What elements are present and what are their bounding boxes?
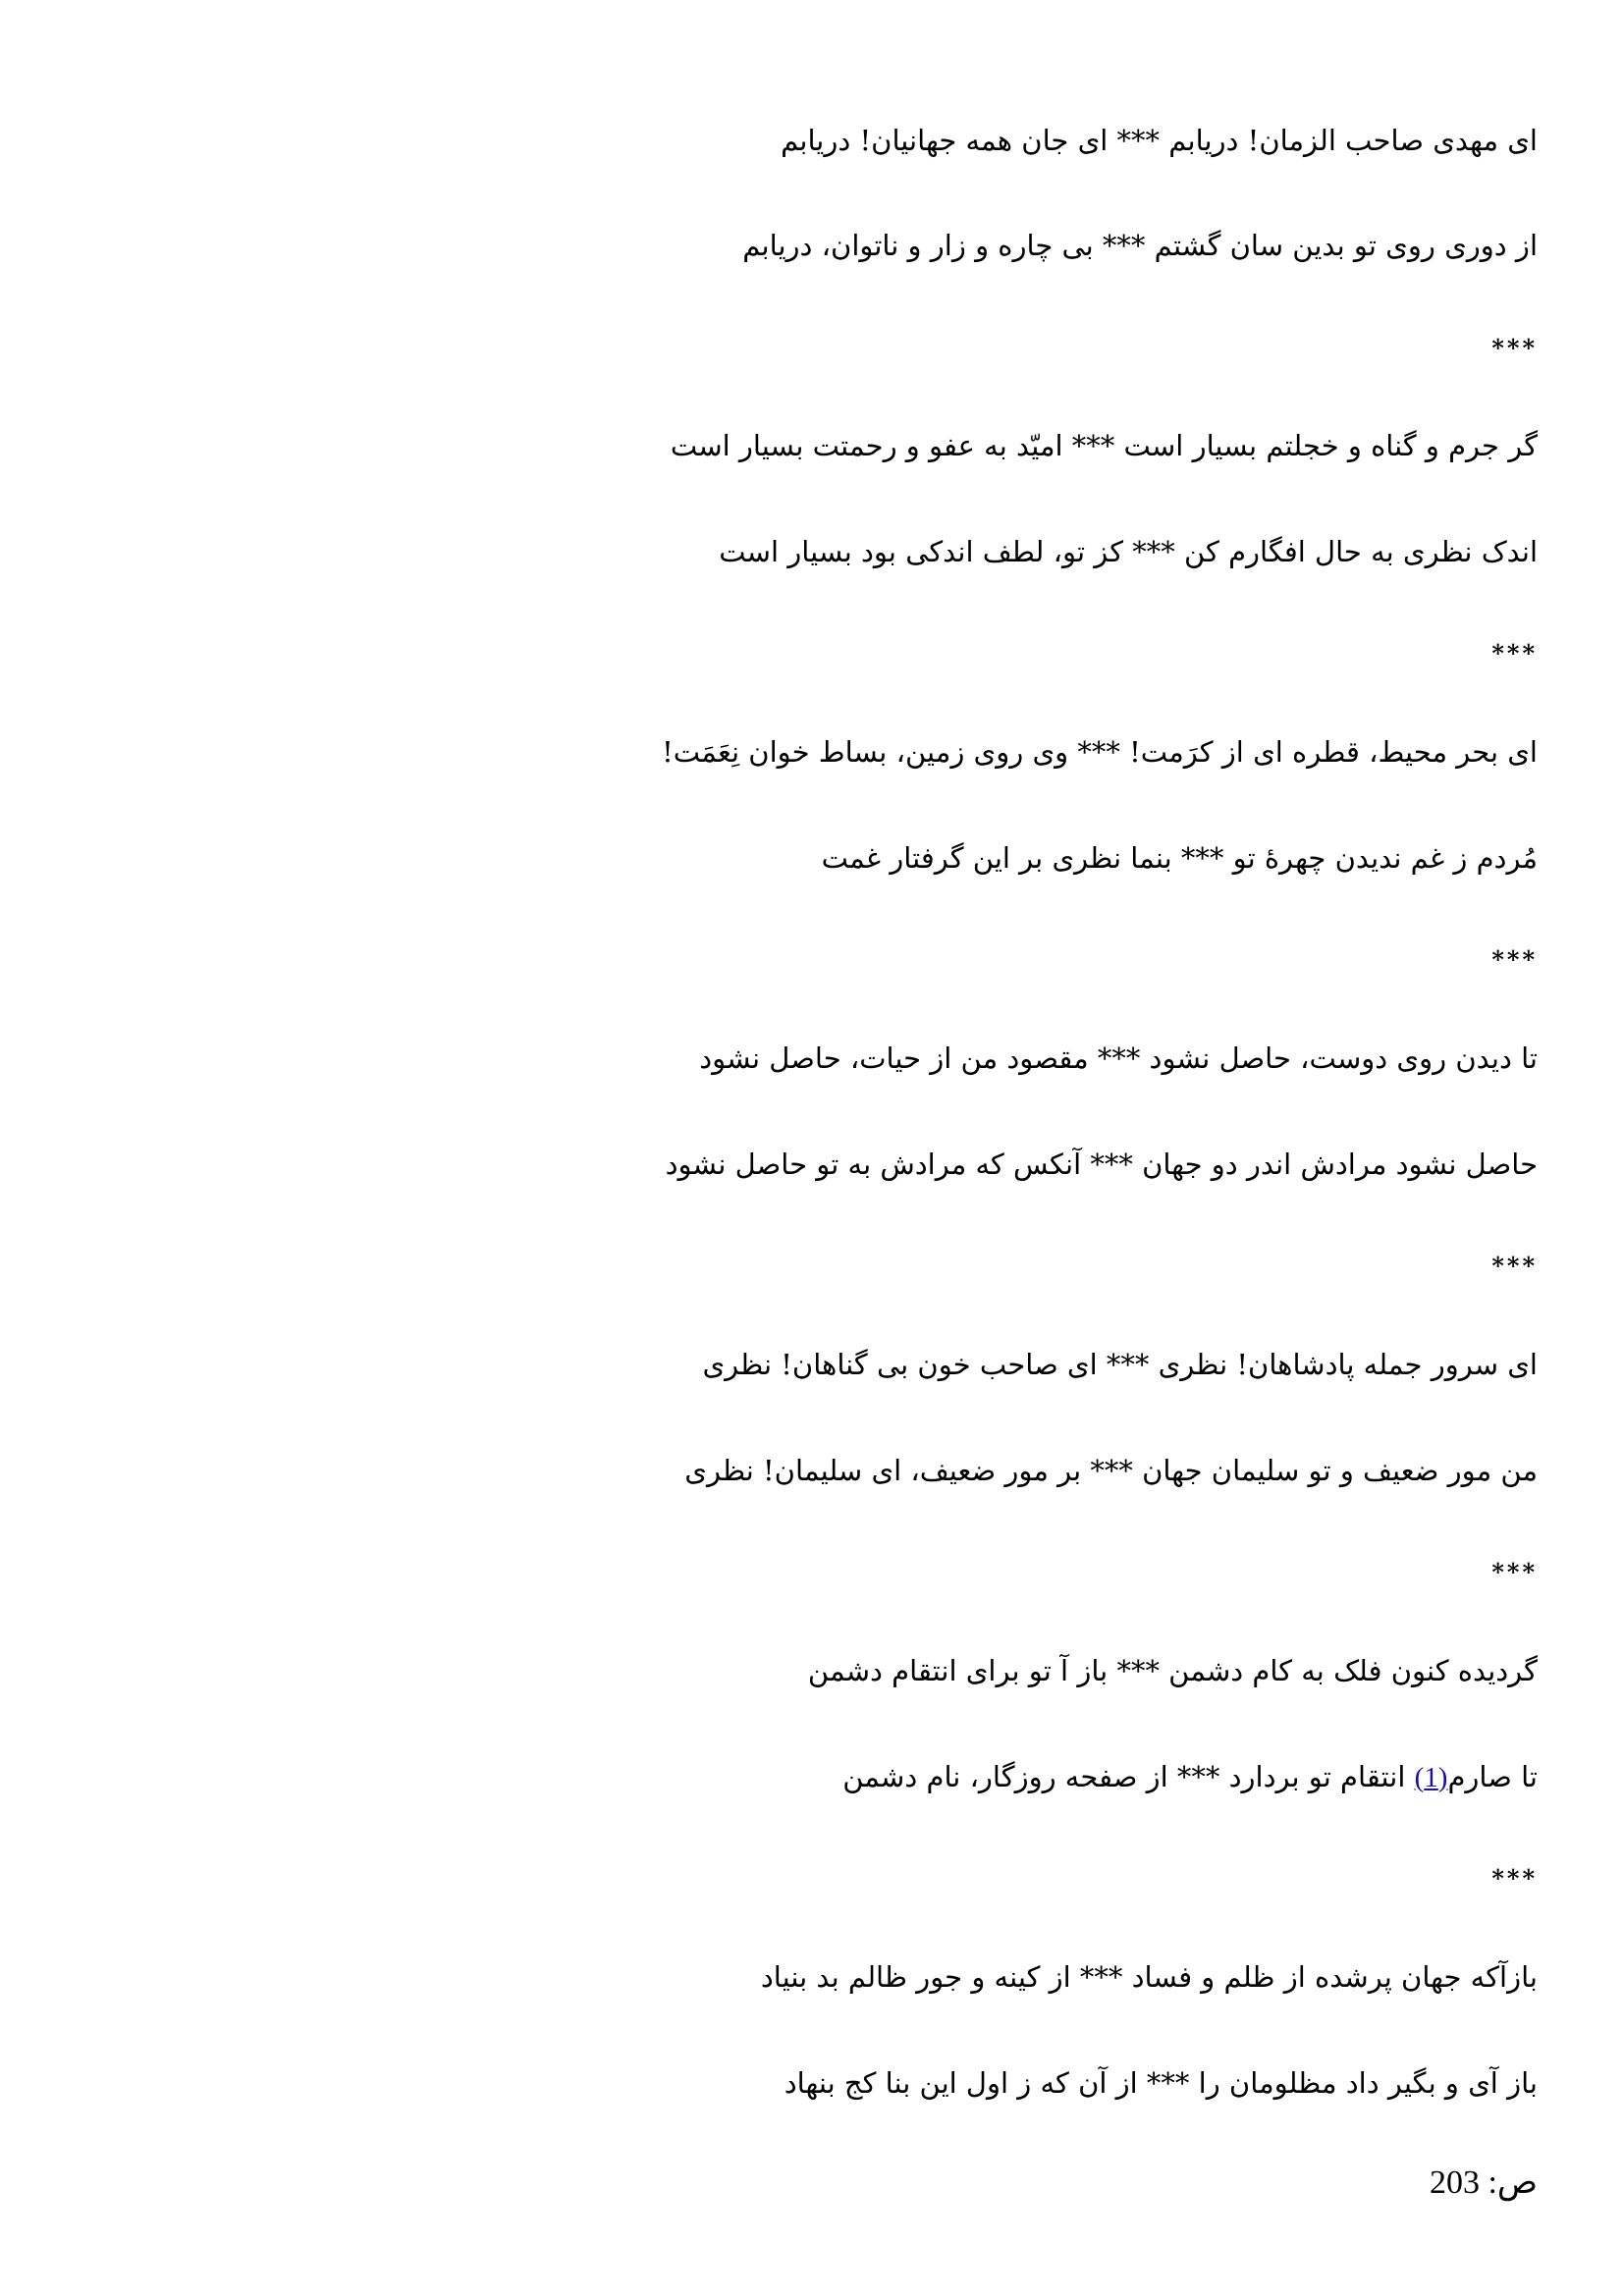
stanza-separator: *** [1491,945,1538,974]
stanza-separator: *** [1491,334,1538,362]
verse-line-with-footnote [556,1757,1538,1797]
verse-line: ای مهدی صاحب الزمان! دریابم *** ای جان همه جهانیان! دریابم [781,124,1538,157]
stanza-separator: *** [1491,639,1538,667]
verse-line: گردیده کنون فلک به کام دشمن *** باز آ تو برای انتقام دشمن [807,1654,1538,1687]
verse-line: تا دیدن روی دوست، حاصل نشود *** مقصود من از حیات، حاصل نشود [699,1041,1538,1075]
stanza-separator: *** [1491,1558,1538,1586]
verse-line: حاصل نشود مرادش اندر دو جهان *** آنکس که مرادش به تو حاصل نشود [665,1148,1538,1181]
verse-line: ای بحر محیط، قطره ای از کرَمت! *** وی روی زمین، بساط خوان نِعَمَت! [662,735,1538,769]
stanza-separator: *** [1491,1252,1538,1280]
footnote-link[interactable]: (1) [1414,1762,1448,1793]
verse-text: انتقام تو بردارد *** از صفحه روزگار، نام دشمن [842,1760,1415,1793]
verse-line: ای سرور جمله پادشاهان! نظری *** ای صاحب خون بی گناهان! نظری [702,1348,1538,1381]
verse-line: من مور ضعیف و تو سلیمان جهان *** بر مور ضعیف، ای سلیمان! نظری [684,1454,1538,1487]
verse-text: تا صارم [1447,1760,1538,1793]
verse-line: بازآکه جهان پرشده از ظلم و فساد *** از کینه و جور ظالم بد بنیاد [760,1960,1538,1994]
stanza-separator: *** [1491,1864,1538,1893]
verse-line: اندک نظری به حال افگارم کن *** کز تو، لطف اندکی بود بسیار است [719,535,1538,568]
verse-line: از دوری روی تو بدین سان گشتم *** بی چاره و زار و ناتوان، دریابم [742,229,1538,262]
page-number: ص: 203 [1429,2164,1538,2201]
verse-line: گر جرم و گناه و خجلتم بسیار است *** امیّد به عفو و رحمتت بسیار است [670,429,1538,462]
verse-line: باز آی و بگیر داد مظلومان را *** از آن که ز اول این بنا کج بنهاد [784,2066,1538,2100]
verse-line: مُردم ز غم ندیدن چهرهٔ تو *** بنما نظری بر این گرفتار غمت [821,841,1538,875]
